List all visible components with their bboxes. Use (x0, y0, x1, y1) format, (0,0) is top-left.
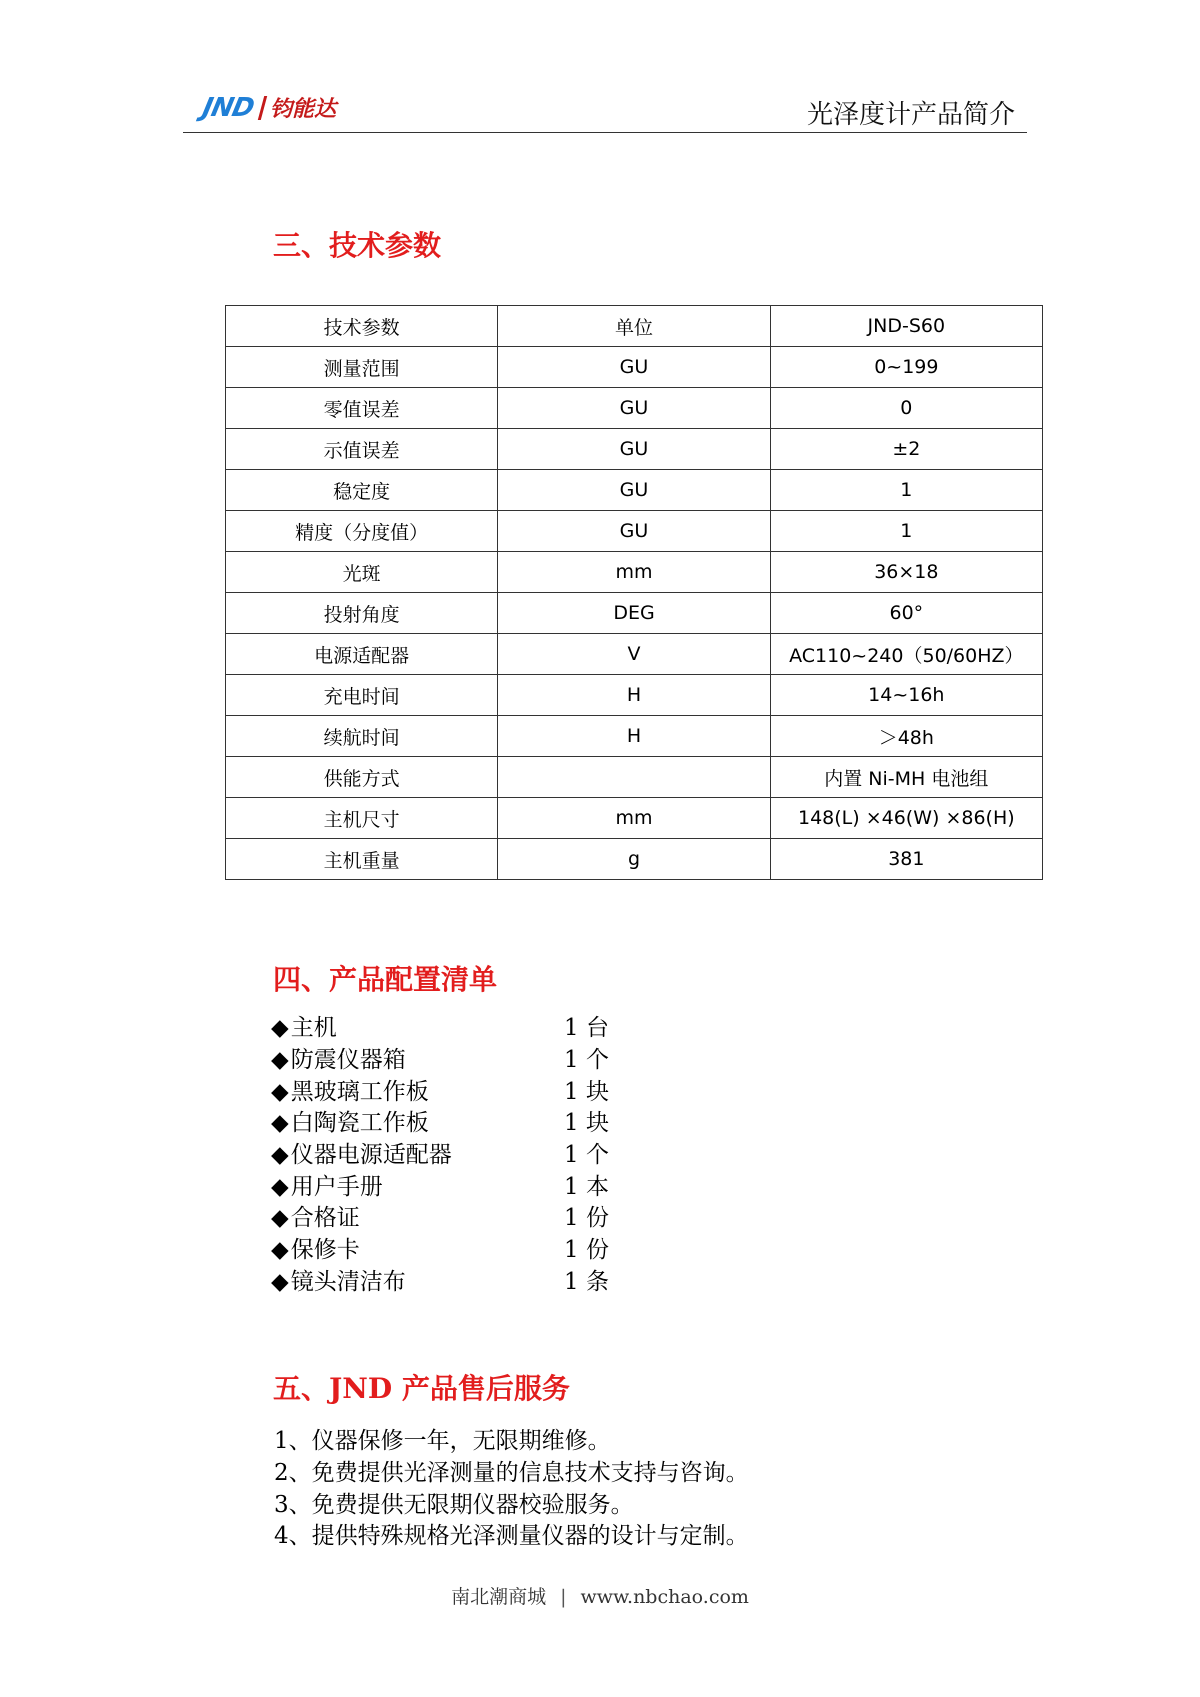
table-cell: mm (498, 798, 770, 839)
table-cell: 1 (770, 470, 1042, 511)
table-cell: 供能方式 (226, 757, 498, 798)
diamond-bullet-icon: ◆ (271, 1015, 289, 1042)
table-cell: DEG (498, 593, 770, 634)
table-cell: 60° (770, 593, 1042, 634)
logo-cn-text: 钧能达 (270, 96, 337, 122)
table-row (226, 511, 1043, 552)
diamond-bullet-icon: ◆ (271, 1173, 289, 1200)
table-cell: 技术参数 (226, 306, 498, 347)
config-item-label: 合格证 (290, 1205, 360, 1232)
table-row (226, 675, 1043, 716)
table-row (226, 716, 1043, 757)
table-cell: GU (498, 388, 770, 429)
table-cell: 投射角度 (226, 593, 498, 634)
logo-separator (258, 96, 267, 120)
diamond-bullet-icon: ◆ (271, 1205, 289, 1232)
table-cell: 稳定度 (226, 470, 498, 511)
config-item-name (271, 1041, 564, 1074)
service-item: 1、仪器保修一年，无限期维修。 (274, 1428, 611, 1455)
section-title-tech-params: 三、技术参数 (273, 229, 442, 262)
table-cell: ＞48h (770, 716, 1042, 757)
table-cell: JND-S60 (770, 306, 1042, 347)
config-item-label: 黑玻璃工作板 (290, 1078, 429, 1105)
config-item-name (271, 1168, 564, 1201)
table-cell: 续航时间 (226, 716, 498, 757)
service-item: 2、免费提供光泽测量的信息技术支持与咨询。 (274, 1460, 749, 1487)
config-item-qty: 1 份 (564, 1237, 609, 1264)
table-cell: 1 (770, 511, 1042, 552)
config-list (271, 1010, 609, 1295)
page-header (183, 88, 1027, 133)
table-header-row (226, 306, 1043, 347)
section-title-config: 四、产品配置清单 (273, 963, 498, 996)
table-row (226, 593, 1043, 634)
table-cell: AC110~240（50/60HZ） (770, 634, 1042, 675)
config-item-label: 镜头清洁布 (290, 1268, 406, 1295)
config-item-qty: 1 份 (564, 1205, 609, 1232)
table-row (226, 634, 1043, 675)
list-item (271, 1105, 609, 1137)
table-cell: ±2 (770, 429, 1042, 470)
config-item-label: 保修卡 (290, 1237, 360, 1264)
diamond-bullet-icon: ◆ (271, 1110, 289, 1137)
config-item-name (271, 1231, 564, 1264)
list-item (271, 1137, 609, 1169)
diamond-bullet-icon: ◆ (271, 1237, 289, 1264)
table-cell: 36×18 (770, 552, 1042, 593)
config-item-name (271, 1136, 564, 1169)
table-cell: GU (498, 347, 770, 388)
service-item: 3、免费提供无限期仪器校验服务。 (274, 1491, 634, 1518)
list-item (271, 1232, 609, 1264)
table-cell (498, 757, 770, 798)
config-item-qty: 1 块 (564, 1110, 609, 1137)
config-item-qty: 1 个 (564, 1047, 609, 1074)
page-footer (0, 1582, 1200, 1609)
table-row (226, 429, 1043, 470)
list-item (271, 1073, 609, 1105)
company-logo (199, 92, 337, 123)
table-cell: 精度（分度值） (226, 511, 498, 552)
list-item (271, 1168, 609, 1200)
table-cell: H (498, 675, 770, 716)
table-cell: GU (498, 511, 770, 552)
list-item (271, 1264, 609, 1296)
config-item-name (271, 1199, 564, 1232)
list-item (271, 1010, 609, 1042)
table-cell: 示值误差 (226, 429, 498, 470)
config-item-qty: 1 块 (564, 1078, 609, 1105)
table-cell: 0~199 (770, 347, 1042, 388)
table-cell: 内置 Ni-MH 电池组 (770, 757, 1042, 798)
table-row (226, 798, 1043, 839)
table-cell: 光斑 (226, 552, 498, 593)
diamond-bullet-icon: ◆ (271, 1268, 289, 1295)
table-row (226, 470, 1043, 511)
config-item-label: 仪器电源适配器 (290, 1142, 452, 1169)
table-cell: mm (498, 552, 770, 593)
spec-table (225, 305, 1043, 880)
table-row (226, 757, 1043, 798)
footer-site-name: 南北潮商城 (451, 1586, 547, 1608)
service-item: 4、提供特殊规格光泽测量仪器的设计与定制。 (274, 1523, 749, 1550)
table-cell: 381 (770, 839, 1042, 880)
table-cell: 0 (770, 388, 1042, 429)
table-cell: 单位 (498, 306, 770, 347)
table-cell: 148(L) ×46(W) ×86(H) (770, 798, 1042, 839)
table-cell: 主机尺寸 (226, 798, 498, 839)
footer-separator: | (560, 1586, 567, 1608)
table-row (226, 552, 1043, 593)
config-item-qty: 1 个 (564, 1142, 609, 1169)
table-cell: H (498, 716, 770, 757)
config-item-label: 用户手册 (290, 1173, 383, 1200)
table-cell: 14~16h (770, 675, 1042, 716)
table-cell: 测量范围 (226, 347, 498, 388)
list-item (271, 1042, 609, 1074)
table-cell: GU (498, 470, 770, 511)
config-item-label: 防震仪器箱 (290, 1047, 406, 1074)
section-title-service: 五、JND 产品售后服务 (273, 1372, 570, 1405)
config-item-name (271, 1009, 564, 1042)
config-item-name (271, 1073, 564, 1106)
diamond-bullet-icon: ◆ (271, 1142, 289, 1169)
table-cell: g (498, 839, 770, 880)
table-row (226, 388, 1043, 429)
footer-url[interactable]: www.nbchao.com (580, 1586, 749, 1608)
table-cell: 主机重量 (226, 839, 498, 880)
diamond-bullet-icon: ◆ (271, 1047, 289, 1074)
config-item-label: 主机 (290, 1015, 337, 1042)
diamond-bullet-icon: ◆ (271, 1078, 289, 1105)
config-item-name (271, 1263, 564, 1296)
config-item-name (271, 1104, 564, 1137)
config-item-label: 白陶瓷工作板 (290, 1110, 429, 1137)
table-cell: GU (498, 429, 770, 470)
service-list (274, 1423, 749, 1550)
list-item (271, 1200, 609, 1232)
logo-jnd-text: JND (199, 92, 257, 123)
header-title: 光泽度计产品简介 (806, 100, 1015, 130)
table-cell: 充电时间 (226, 675, 498, 716)
config-item-qty: 1 本 (564, 1173, 609, 1200)
table-row (226, 839, 1043, 880)
table-cell: V (498, 634, 770, 675)
table-row (226, 347, 1043, 388)
table-cell: 零值误差 (226, 388, 498, 429)
config-item-qty: 1 台 (564, 1015, 609, 1042)
config-item-qty: 1 条 (564, 1268, 609, 1295)
table-cell: 电源适配器 (226, 634, 498, 675)
